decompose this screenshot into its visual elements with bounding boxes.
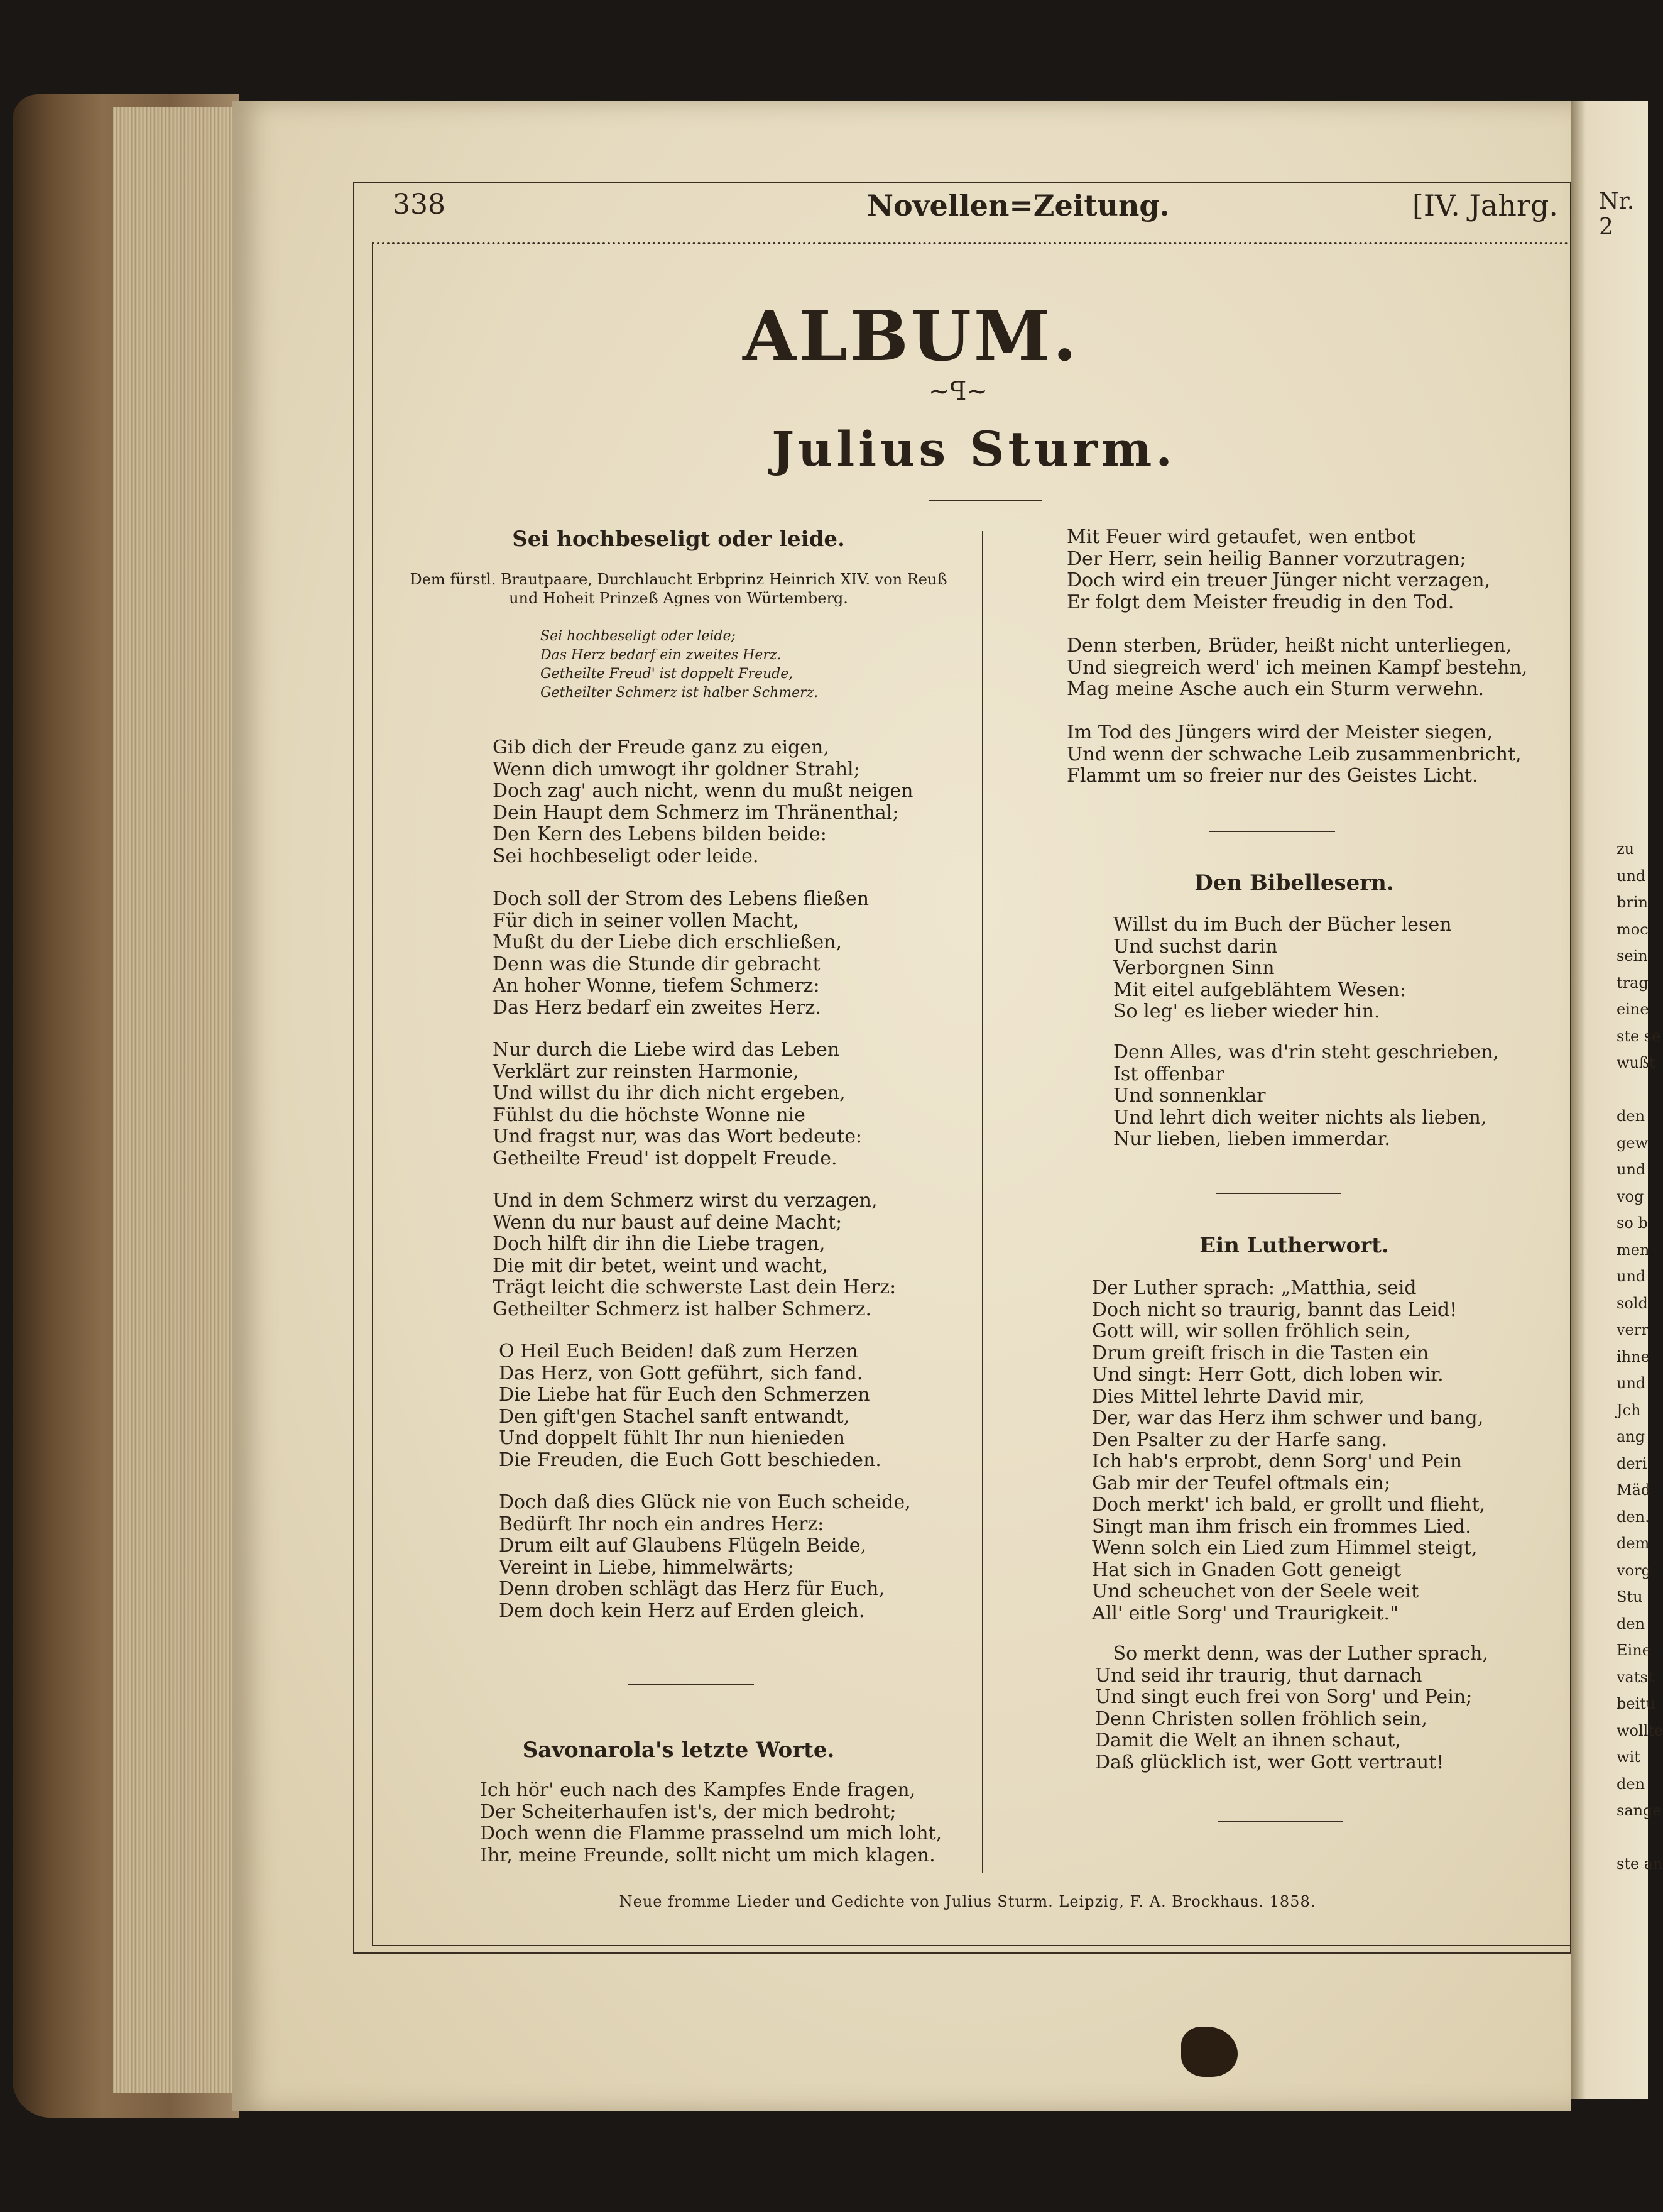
dedication-line: und Hoheit Prinzeß Agnes von Würtemberg. (509, 589, 848, 607)
poem-separator (1209, 831, 1335, 832)
footer-citation: Neue fromme Lieder und Gedichte von Julius Sturm. Leipzig, F. A. Brockhaus. 1858. (619, 1893, 1316, 1910)
next-page-column: zu und brin moc sein trag eine ste se wußt den gew und vog so b men und sold verr ihne und Jch ang deri Mäd den. dem vorg Stu den Eine vatst beitu wollte wit den sange ste an (1617, 840, 1663, 1873)
stanza: Gib dich der Freude ganz zu eigen, Wenn dich umwogt ihr goldner Strahl; Doch zag' auch nicht, wenn du mußt neigen Dein Haupt dem Schmerz im Thränenthal; Den Kern des Lebens bilden beide: Sei hochbeseligt oder leide. (493, 736, 913, 867)
stanza: Mit Feuer wird getaufet, wen entbot Der Herr, sein heilig Banner vorzutragen; Doch wird ein treuer Jünger nicht verzagen, Er folgt dem Meister freudig in den Tod. (1067, 526, 1491, 613)
stanza: O Heil Euch Beiden! daß zum Herzen Das Herz, von Gott geführt, sich fand. Die Liebe hat für Euch den Schmerzen Den gift'gen Stachel sanft entwandt, Und doppelt fühlt Ihr nun hienieden Die Freuden, die Euch Gott beschieden. (499, 1340, 881, 1471)
stanza: Denn sterben, Brüder, heißt nicht unterliegen, Und siegreich werd' ich meinen Kampf bestehn, Mag meine Asche auch ein Sturm verwehn. (1067, 635, 1528, 700)
poem-title: Savonarola's letzte Worte. (522, 1738, 835, 1763)
volume-label: [IV. Jahrg. (1412, 189, 1558, 222)
poem-separator (1218, 1821, 1343, 1822)
poem-separator (1216, 1193, 1341, 1194)
ornament: ~ꟼ~ (929, 377, 988, 406)
motto-line: Getheilter Schmerz ist halber Schmerz. (540, 685, 819, 701)
album-title: ALBUM. (743, 295, 1079, 376)
stanza: Der Luther sprach: „Matthia, seid Doch nicht so traurig, bannt das Leid! Gott will, wir sollen fröhlich sein, Drum greift frisch in die Tasten ein Und singt: Herr Gott, dich loben wir. Dies Mittel lehrte David mir, Der, war das Herz ihm schwer und bang, Den Psalter zu der Harfe sang. Ich hab's erprobt, denn Sorg' und Pein Gab mir der Teufel oftmals ein; Doch merkt' ich bald, er grollt und flieht, Singt man ihm frisch ein frommes Lied. Wenn solch ein Lied zum Himmel steigt, Hat sich in Gnaden Gott geneigt Und scheuchet von der Seele weit All' eitle Sorg' und Traurigkeit." (1092, 1277, 1486, 1624)
motto-line: Getheilte Freud' ist doppelt Freude, (540, 666, 793, 682)
poem-title: Ein Lutherwort. (1199, 1233, 1389, 1258)
stanza: Doch daß dies Glück nie von Euch scheide, Bedürft Ihr noch ein andres Herz: Drum eilt auf Glaubens Flügeln Beide, Vereint in Liebe, himmelwärts; Denn droben schlägt das Herz für Euch, Dem doch kein Herz auf Erden gleich. (499, 1491, 911, 1622)
stanza: Nur durch die Liebe wird das Leben Verklärt zur reinsten Harmonie, Und willst du ihr dich nicht ergeben, Fühlst du die höchste Wonne nie Und fragst nur, was das Wort bedeute: Getheilte Freud' ist doppelt Freude. (493, 1039, 863, 1169)
stanza: Denn Alles, was d'rin steht geschrieben, Ist offenbar Und sonnenklar Und lehrt dich weiter nichts als lieben, Nur lieben, lieben immerdar. (1113, 1041, 1499, 1150)
motto-line: Das Herz bedarf ein zweites Herz. (540, 647, 782, 663)
motto-line: Sei hochbeseligt oder leide; (540, 628, 736, 644)
journal-title: Novellen=Zeitung. (867, 189, 1170, 222)
page-number: 338 (393, 189, 445, 221)
header-divider (372, 242, 1569, 244)
poem-title: Sei hochbeseligt oder leide. (512, 527, 845, 552)
stanza: Und in dem Schmerz wirst du verzagen, Wenn du nur baust auf deine Macht; Doch hilft dir ihn die Liebe tragen, Die mit dir betet, weint und wacht, Trägt leicht die schwerste Last dein Herz: Getheilter Schmerz ist halber Schmerz. (493, 1190, 897, 1320)
title-rule (929, 500, 1042, 501)
next-page-marker: Nr. 2 (1599, 189, 1635, 240)
stanza: Ich hör' euch nach des Kampfes Ende fragen, Der Scheiterhaufen ist's, der mich bedroht; Doch wenn die Flamme prasselnd um mich loht, Ihr, meine Freunde, sollt nicht um mich klagen. (480, 1779, 942, 1866)
column-divider (982, 531, 983, 1873)
poem-title: Den Bibellesern. (1194, 870, 1394, 895)
page-header (377, 189, 1558, 226)
stanza: So merkt denn, was der Luther sprach, Und seid ihr traurig, thut darnach Und singt euch frei von Sorg' und Pein; Denn Christen sollen fröhlich sein, Damit die Welt an ihnen schaut, Daß glücklich ist, wer Gott vertraut! (1095, 1643, 1488, 1773)
dedication-line: Dem fürstl. Brautpaare, Durchlaucht Erbprinz Heinrich XIV. von Reuß (410, 571, 947, 588)
dedication (390, 570, 968, 608)
stanza: Willst du im Buch der Bücher lesen Und suchst darin Verborgnen Sinn Mit eitel aufgeblähtem Wesen: So leg' es lieber wieder hin. (1113, 914, 1452, 1022)
poem-separator (628, 1684, 754, 1685)
stanza: Im Tod des Jüngers wird der Meister siegen, Und wenn der schwache Leib zusammenbricht, Flammt um so freier nur des Geistes Licht. (1067, 721, 1522, 787)
author-title: Julius Sturm. (772, 421, 1176, 477)
stanza: Doch soll der Strom des Lebens fließen Für dich in seiner vollen Macht, Mußt du der Liebe dich erschließen, Denn was die Stunde dir gebracht An hoher Wonne, tiefem Schmerz: Das Herz bedarf ein zweites Herz. (493, 888, 870, 1019)
motto (540, 627, 818, 703)
